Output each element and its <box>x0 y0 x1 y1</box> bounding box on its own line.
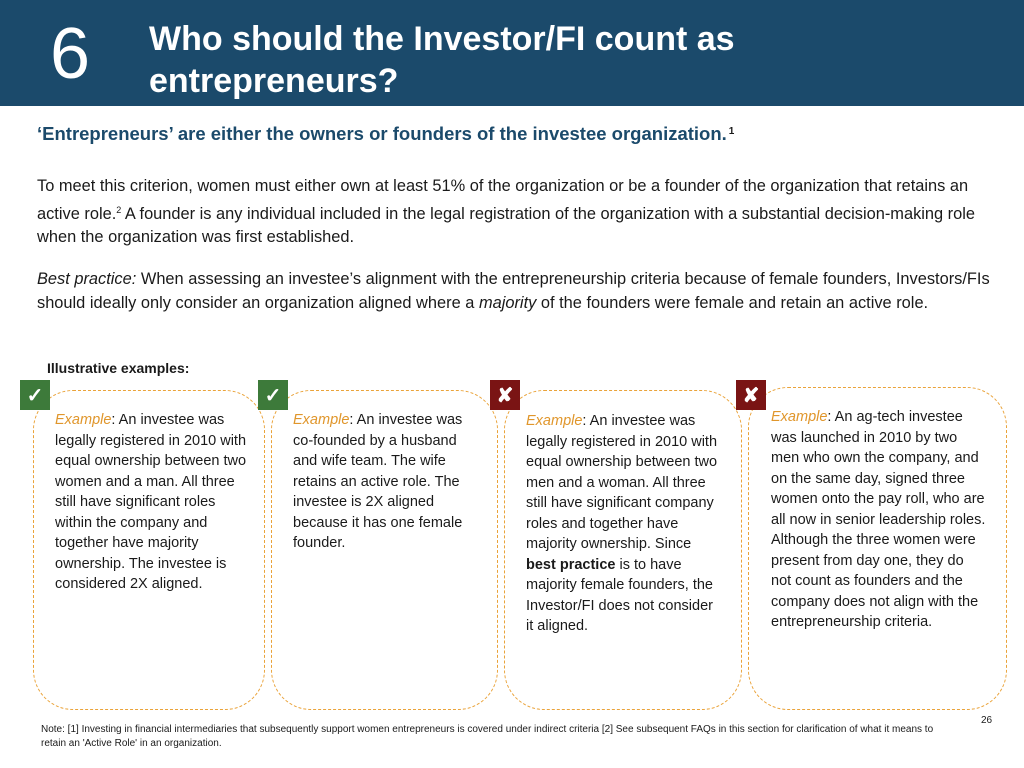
best-practice-label: Best practice: <box>37 270 137 288</box>
footnote-ref-1: 1 <box>728 126 735 137</box>
best-practice-text-a: When assessing an investee’s alignment with the entrepreneurship criteria because of female founders, Investors/FIs should ideally only consider an organization aligned where a <box>37 270 990 312</box>
footnote: Note: [1] Investing in financial intermediaries that subsequently support women entrepreneurs is covered under indirect criteria [2] See subsequent FAQs in this section for clarification of what it means to retain an 'Active Role' in an organization. <box>41 724 934 749</box>
example-body: : An investee was co-founded by a husband and wife team. The wife retains an active role. The investee is 2X aligned because it has one female founder. <box>293 412 463 551</box>
header-banner <box>0 0 1024 106</box>
section-number: 6 <box>50 14 91 94</box>
example-label: Example <box>293 412 350 428</box>
example-label: Example <box>55 412 112 428</box>
criterion-paragraph <box>37 175 997 250</box>
cross-icon: ✘ <box>736 380 766 410</box>
example-body-b: is to have majority female founders, the Investor/FI does not consider it aligned. <box>526 556 713 634</box>
check-icon: ✓ <box>258 380 288 410</box>
subtitle-text: ‘Entrepreneurs’ are either the owners or founders of the investee organization. <box>37 123 727 144</box>
criterion-text-b: A founder is any individual included in the legal registration of the organization with a substantial decision-making role when the organization was first established. <box>37 204 976 246</box>
example-label: Example <box>526 413 583 429</box>
best-practice-emphasis: majority <box>478 293 537 312</box>
example-text-1 <box>55 410 247 595</box>
example-label: Example <box>771 409 828 425</box>
footnote-ref-2: 2 <box>116 204 122 215</box>
check-icon: ✓ <box>20 380 50 410</box>
subtitle <box>37 123 734 145</box>
cross-icon: ✘ <box>490 380 520 410</box>
example-text-4 <box>771 407 986 633</box>
example-body: : An investee was legally registered in 2010 with equal ownership between two women and a man. All three still have significant roles within the company and together have majority ownership. The investee is considered 2X aligned. <box>55 412 247 592</box>
example-bold: best practice <box>526 556 616 573</box>
example-text-2 <box>293 410 479 554</box>
page-number: 26 <box>981 715 993 726</box>
example-body: : An ag-tech investee was launched in 2010 by two men who own the company, and on the same day, signed three women onto the pay roll, who are all now in senior leadership roles. Although the three women were present from day one, they do not count as founders and the company does not align with the entrepreneurship criteria. <box>771 409 986 630</box>
best-practice-text-b: of the founders were female and retain an active role. <box>536 293 929 312</box>
example-body-a: : An investee was legally registered in 2010 with equal ownership between two men and a woman. All three still have significant company roles and together have majority ownership. Since <box>526 413 718 552</box>
criterion-text-a: To meet this criterion, women must either own at least 51% of the organization or be a founder of the organization that retains an active role. <box>37 177 969 223</box>
illustrative-examples-label: Illustrative examples: <box>47 360 190 376</box>
page-title: Who should the Investor/FI count as entrepreneurs? <box>149 20 735 100</box>
best-practice-paragraph <box>37 268 997 315</box>
example-text-3 <box>526 411 722 637</box>
